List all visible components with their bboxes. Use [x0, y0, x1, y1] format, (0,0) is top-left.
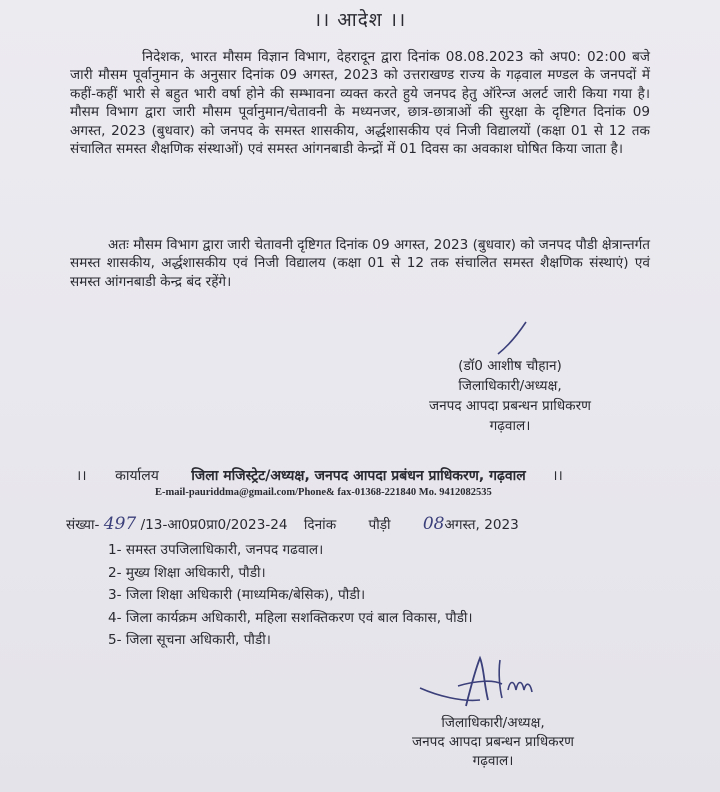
list-item: 5- जिला सूचना अधिकारी, पौडी।	[108, 632, 271, 648]
office-contact: E-mail-pauriddma@gmail.com/Phone& fax-01368-221840 Mo. 9412082535	[155, 487, 492, 498]
office-close-mark: ।।	[552, 468, 563, 484]
reference-place: पौड़ी	[368, 517, 391, 533]
order-paragraph-2	[70, 236, 650, 291]
signature-block-1	[400, 356, 620, 436]
office-open-mark: ।।	[76, 468, 87, 484]
list-item: 2- मुख्य शिक्षा अधिकारी, पौडी।	[108, 564, 266, 581]
list-item: 1- समस्त उपजिलाधिकारी, जनपद गढवाल।	[108, 542, 324, 558]
reference-line	[66, 514, 519, 534]
signature-mark-2	[418, 650, 568, 720]
order-paragraph-1	[70, 48, 650, 158]
signatory-2-designation: जिलाधिकारी/अध्यक्ष,	[441, 715, 545, 731]
reference-date-label: दिनांक	[303, 517, 337, 533]
signature-block-2	[388, 714, 598, 771]
office-heading-line	[76, 466, 563, 485]
reference-number-handwritten: 497	[103, 514, 137, 534]
distribution-list	[108, 539, 473, 652]
signatory-place: गढ़वाल।	[489, 418, 531, 434]
reference-code: /13-आ0प्र0प्रा0/2023-24	[140, 517, 288, 533]
reference-month-year: अगस्त, 2023	[444, 517, 519, 533]
list-item: 4- जिला कार्यक्रम अधिकारी, महिला सशक्तिकरण एवं बाल विकास, पौडी।	[108, 609, 473, 626]
signatory-2-authority: जनपद आपदा प्रबन्धन प्राधिकरण	[411, 734, 575, 750]
paragraph-2-text: अतः मौसम विभाग द्वारा जारी चेतावनी दृष्टिगत दिनांक 09 अगस्त, 2023 (बुधवार) को जनपद पौडी क्षेत्रान्तर्गत समस्त शासकीय, अर्द्धशासकीय एवं निजी विद्यालय (कक्षा 01 से 12 तक संचालित समस्त शैक्षणिक संस्थाएं) एवं समस्त आंगनबाडी केन्द्र बंद रहेंगे।	[70, 237, 650, 290]
office-heading: जिला मजिस्ट्रेट/अध्यक्ष, जनपद आपदा प्रबंधन प्राधिकरण, गढ़वाल	[191, 468, 526, 484]
reference-day-handwritten: 08	[422, 514, 445, 534]
paragraph-1-text: निदेशक, भारत मौसम विज्ञान विभाग, देहरादून द्वारा दिनांक 08.08.2023 को अप0: 02:00 बजे जारी मौसम पूर्वानुमान के अनुसार दिनांक 09 अगस्त, 2023 को उत्तराखण्ड राज्य के गढ़वाल मण्डल के जनपदों में कहीं-कहीं भारी से बहुत भारी वर्षा होने की सम्भावना व्यक्त करते हुये जनपद हेतु ऑरेन्ज अलर्ट जारी किया गया है। मौसम विभाग द्वारा जारी मौसम पूर्वानुमान/चेतावनी के मध्यनजर, छात्र-छात्राओं की सुरक्षा के दृष्टिगत दिनांक 09 अगस्त, 2023 (बुधवार) को जनपद के समस्त शासकीय, अर्द्धशासकीय एवं निजी विद्यालयों (कक्षा 01 से 12 तक संचालित समस्त शैक्षणिक संस्थाओं) एवं समस्त आंगनबाडी केन्द्रों में 01 दिवस का अवकाश घोषित किया जाता है।	[70, 49, 650, 158]
signatory-authority: जनपद आपदा प्रबन्धन प्राधिकरण	[428, 398, 592, 414]
signatory-name: (डॉ0 आशीष चौहान)	[458, 358, 562, 374]
signature-mark-1	[488, 318, 538, 358]
signatory-designation: जिलाधिकारी/अध्यक्ष,	[458, 378, 562, 394]
list-item: 3- जिला शिक्षा अधिकारी (माध्यमिक/बेसिक), पौडी।	[108, 587, 366, 603]
office-label: कार्यालय	[115, 468, 159, 484]
reference-label: संख्या-	[66, 517, 100, 533]
signatory-2-place: गढ़वाल।	[472, 753, 514, 769]
order-title: ।। आदेश ।।	[313, 9, 407, 31]
